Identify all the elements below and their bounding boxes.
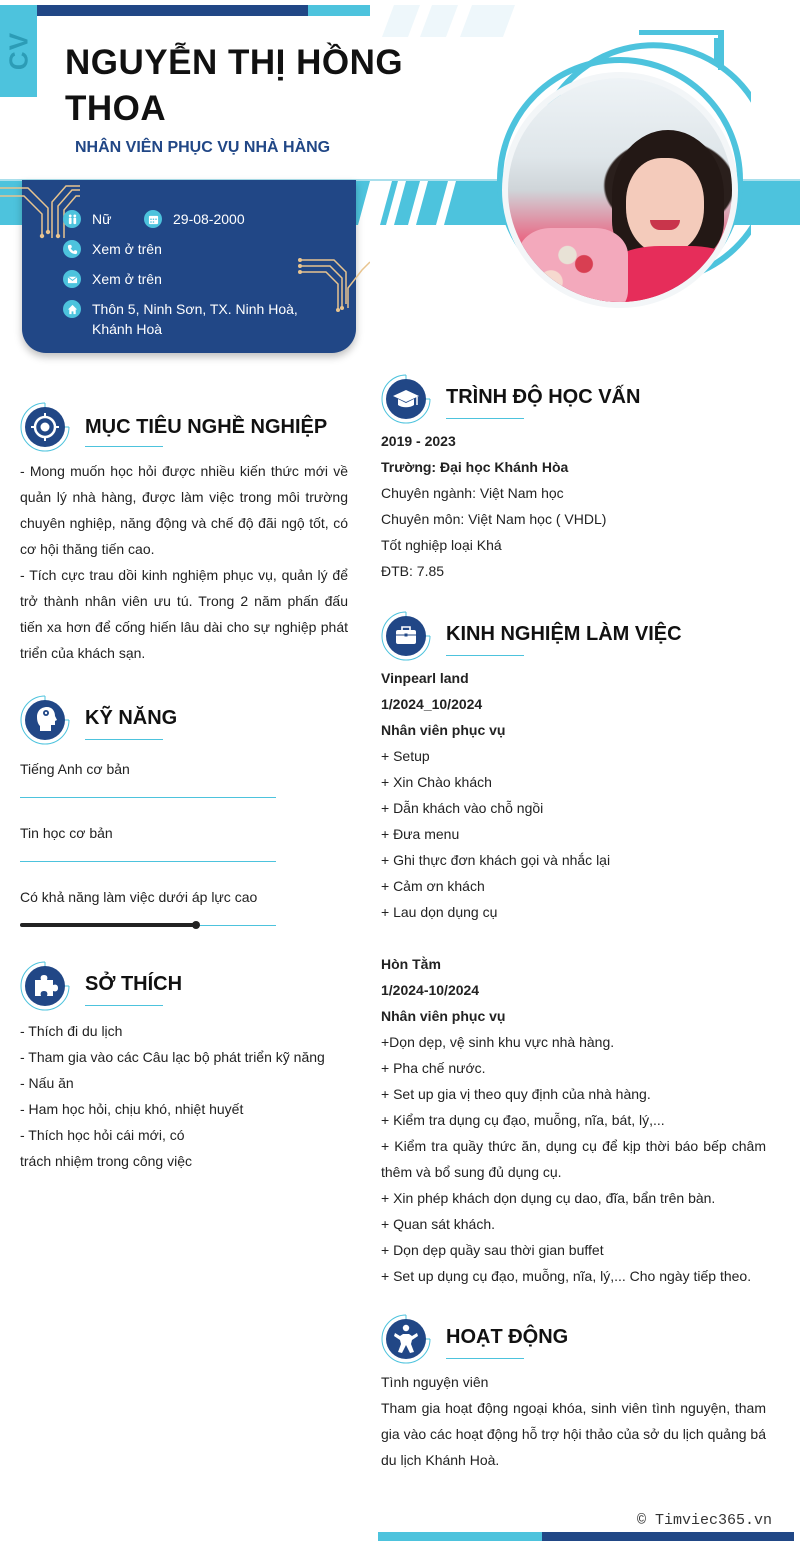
job-task: + Cảm ơn khách <box>381 878 485 894</box>
job-position: Nhân viên phục vụ <box>381 1008 506 1024</box>
objective-paragraph: - Mong muốn học hỏi được nhiều kiến thức mới về quản lý nhà hàng, được làm việc trong môi trường chuyên nghiệp, năng động và chế độ đãi ngộ tốt, có cơ hội thăng tiến cao. <box>20 463 348 557</box>
birthday-row <box>144 209 245 229</box>
phone-value: Xem ở trên <box>92 241 162 257</box>
gender-icon <box>63 210 81 228</box>
home-icon <box>63 300 81 318</box>
job-company: Hòn Tằm <box>381 956 441 972</box>
phone-icon <box>63 240 81 258</box>
education-detail: Tốt nghiệp loại Khá <box>381 537 502 553</box>
skill-item <box>20 759 348 823</box>
job-period: 1/2024_10/2024 <box>381 696 483 712</box>
hobbies-title: SỞ THÍCH <box>85 973 183 995</box>
skills-title: KỸ NĂNG <box>85 707 178 729</box>
job-task: + Ghi thực đơn khách gọi và nhắc lại <box>381 852 611 868</box>
section-education <box>381 374 766 584</box>
address-row <box>63 299 298 339</box>
job-task: + Xin phép khách dọn dụng cụ dao, đĩa, bẩn trên bàn. <box>381 1190 716 1206</box>
birthday-value: 29-08-2000 <box>173 211 245 227</box>
job-entry <box>381 665 766 925</box>
top-bar-dark <box>37 5 308 16</box>
contact-card <box>22 180 356 353</box>
email-value: Xem ở trên <box>92 271 162 287</box>
circuit-decoration-icon <box>298 258 370 314</box>
activity-role: Tình nguyện viên <box>381 1374 489 1390</box>
email-row <box>63 269 162 289</box>
education-detail: Chuyên ngành: Việt Nam học <box>381 485 564 501</box>
footer-bar-light <box>378 1532 542 1541</box>
job-entry <box>381 951 766 1289</box>
skill-label: Có khả năng làm việc dưới áp lực cao <box>20 889 258 905</box>
title-underline <box>446 418 524 419</box>
hobby-item: - Ham học hỏi, chịu khó, nhiệt huyết <box>20 1101 244 1117</box>
objective-title: MỤC TIÊU NGHỀ NGHIỆP <box>85 416 328 438</box>
phone-row <box>63 239 162 259</box>
objective-paragraph: - Tích cực trau dồi kinh nghiệm phục vụ, quản lý để trở thành nhân viên ưu tú. Trong 2 năm phấn đấu tiến xa hơn để cống hiến lâu dài cho sự nghiệp phát triển của khách sạn. <box>20 567 348 661</box>
education-detail: ĐTB: 7.85 <box>381 563 445 579</box>
experience-title: KINH NGHIỆM LÀM VIỆC <box>446 623 682 645</box>
title-underline <box>446 1358 524 1359</box>
job-title: NHÂN VIÊN PHỤC VỤ NHÀ HÀNG <box>75 139 331 156</box>
job-task: + Lau dọn dụng cụ <box>381 904 498 920</box>
education-title: TRÌNH ĐỘ HỌC VẤN <box>446 386 641 408</box>
education-detail: Chuyên môn: Việt Nam học ( VHDL) <box>381 511 607 527</box>
section-hobbies <box>20 961 348 1174</box>
job-task: + Setup <box>381 748 430 764</box>
head-gear-icon <box>20 695 70 745</box>
top-bar-light <box>308 5 370 16</box>
address-line-2: Khánh Hoà <box>92 321 163 337</box>
profile-photo <box>508 78 732 302</box>
cv-label: CV <box>3 31 33 71</box>
hobby-item: - Thích đi du lịch <box>20 1023 123 1039</box>
job-task: + Pha chế nước. <box>381 1060 486 1076</box>
cv-tab <box>0 5 37 97</box>
hobby-item: trách nhiệm trong công việc <box>20 1153 192 1169</box>
puzzle-icon <box>20 961 70 1011</box>
copyright: © Timviec365.vn <box>636 1512 772 1529</box>
activities-title: HOẠT ĐỘNG <box>446 1326 569 1348</box>
job-task: + Dọn dẹp quầy sau thời gian buffet <box>381 1242 604 1258</box>
person-icon <box>381 1314 431 1364</box>
skill-label: Tiếng Anh cơ bản <box>20 761 130 777</box>
job-task: +Dọn dẹp, vệ sinh khu vực nhà hàng. <box>381 1034 615 1050</box>
skill-bar <box>20 797 276 798</box>
skill-bar-knob <box>192 921 200 929</box>
title-underline <box>85 1005 163 1006</box>
job-task: + Quan sát khách. <box>381 1216 496 1232</box>
hobby-item: - Tham gia vào các Câu lạc bộ phát triển kỹ năng <box>20 1049 325 1065</box>
title-underline <box>85 446 163 447</box>
email-icon <box>63 270 81 288</box>
skill-item <box>20 823 348 887</box>
skill-bar-fill <box>20 923 196 927</box>
skill-item <box>20 887 348 951</box>
section-objective <box>20 402 348 666</box>
section-skills <box>20 695 348 951</box>
job-task: + Set up dụng cụ đạo, muỗng, nĩa, lý,... Cho ngày tiếp theo. <box>381 1268 752 1284</box>
footer-bar-dark <box>542 1532 794 1541</box>
title-underline <box>446 655 524 656</box>
job-task: + Kiểm tra quầy thức ăn, dụng cụ để kịp thời báo bếp châm thêm và bổ sung đủ dụng cụ. <box>381 1138 766 1180</box>
skill-bar <box>20 861 276 862</box>
job-task: + Đưa menu <box>381 826 460 842</box>
job-company: Vinpearl land <box>381 670 469 686</box>
graduation-cap-icon <box>381 374 431 424</box>
briefcase-icon <box>381 611 431 661</box>
skill-label: Tin học cơ bản <box>20 825 113 841</box>
section-experience <box>381 611 766 1289</box>
gender-value: Nữ <box>92 211 112 227</box>
job-task: + Dẫn khách vào chỗ ngồi <box>381 800 544 816</box>
job-position: Nhân viên phục vụ <box>381 722 506 738</box>
address-line-1: Thôn 5, Ninh Sơn, TX. Ninh Hoà, <box>92 301 298 317</box>
education-school: Trường: Đại học Khánh Hòa <box>381 459 569 475</box>
job-task: + Set up gia vị theo quy định của nhà hàng. <box>381 1086 651 1102</box>
calendar-icon <box>144 210 162 228</box>
section-activities <box>381 1314 766 1473</box>
activity-description: Tham gia hoạt động ngoại khóa, sinh viên tình nguyện, tham gia vào các hoạt động hỗ trợ hội thảo của sở du lịch quảng bá du lịch Khánh Hoà. <box>381 1400 766 1468</box>
job-task: + Kiểm tra dụng cụ đạo, muỗng, nĩa, bát, lý,... <box>381 1112 665 1128</box>
title-underline <box>85 739 163 740</box>
job-task: + Xin Chào khách <box>381 774 492 790</box>
target-icon <box>20 402 70 452</box>
hobby-item: - Nấu ăn <box>20 1075 74 1091</box>
avatar <box>489 30 751 292</box>
candidate-name: NGUYỄN THỊ HỒNG THOA <box>65 43 404 128</box>
skill-bar <box>20 925 276 926</box>
education-period: 2019 - 2023 <box>381 433 456 449</box>
hobby-item: - Thích học hỏi cái mới, có <box>20 1127 185 1143</box>
job-period: 1/2024-10/2024 <box>381 982 480 998</box>
gender-row <box>63 209 111 229</box>
